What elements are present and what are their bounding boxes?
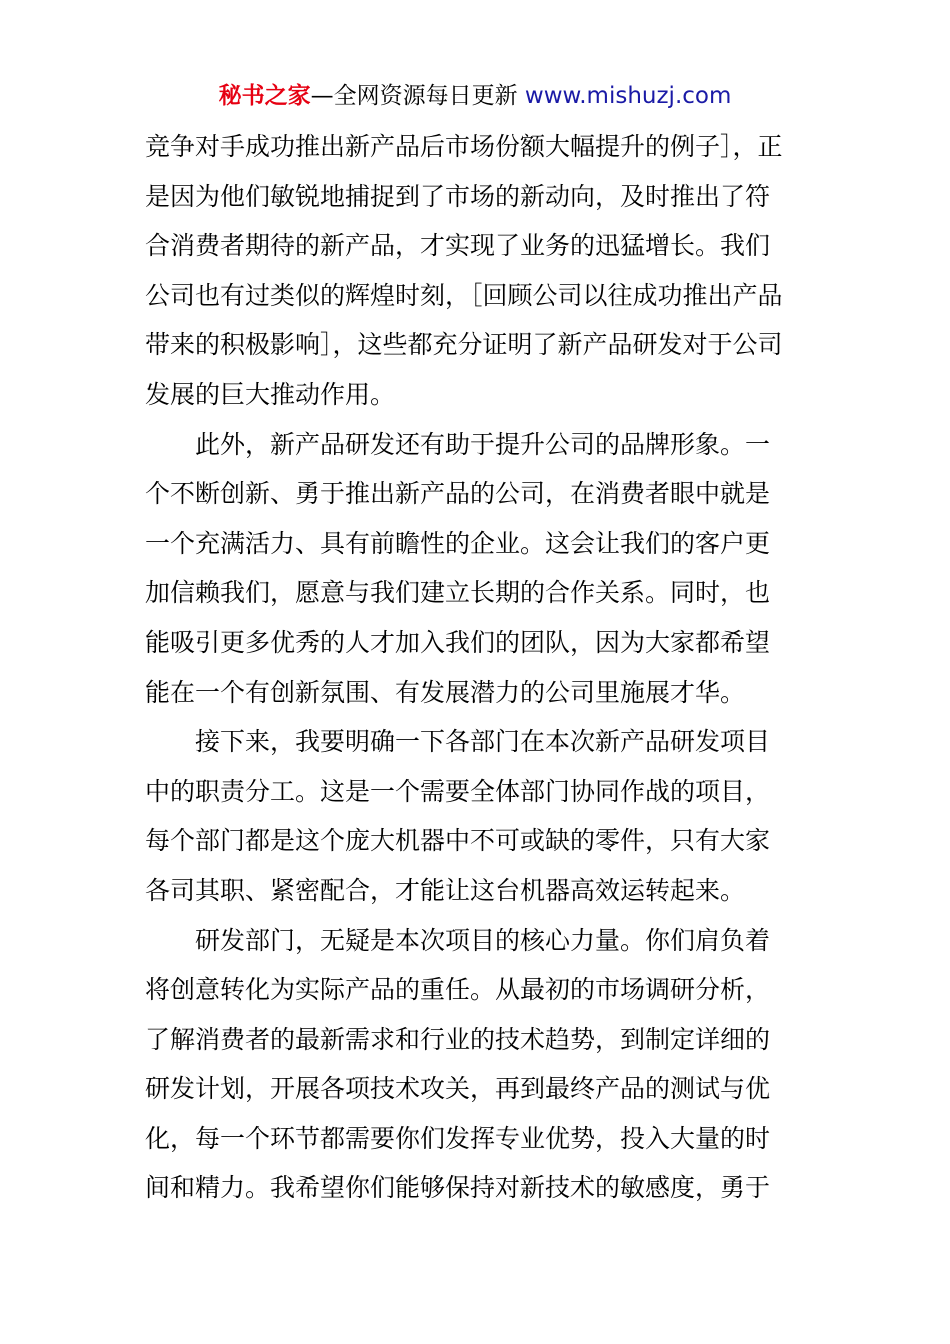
text-line: 能吸引更多优秀的人才加入我们的团队，因为大家都希望 bbox=[145, 627, 771, 657]
text-line: 公司也有过类似的辉煌时刻，［回顾公司以往成功推出产品 bbox=[145, 280, 783, 310]
text-line: 合消费者期待的新产品，才实现了业务的迅猛增长。我们 bbox=[145, 231, 771, 261]
text-line: 能在一个有创新氛围、有发展潜力的公司里施展才华。 bbox=[145, 677, 746, 707]
text-line: 个不断创新、勇于推出新产品的公司，在消费者眼中就是 bbox=[145, 479, 771, 509]
text-line: 化，每一个环节都需要你们发挥专业优势，投入大量的时 bbox=[145, 1123, 771, 1153]
text-line: 带来的积极影响］，这些都充分证明了新产品研发对于公司 bbox=[145, 330, 783, 360]
paragraph-first-line: 研发部门，无疑是本次项目的核心力量。你们肩负着 bbox=[195, 925, 771, 955]
text-line: 加信赖我们，愿意与我们建立长期的合作关系。同时，也 bbox=[145, 578, 771, 608]
text-line: 每个部门都是这个庞大机器中不可或缺的零件，只有大家 bbox=[145, 826, 771, 856]
site-url-link[interactable]: www.mishuzj.com bbox=[524, 83, 732, 109]
page-header bbox=[0, 80, 950, 112]
site-brand: 秘书之家 bbox=[218, 83, 311, 109]
paragraph-first-line: 接下来，我要明确一下各部门在本次新产品研发项目 bbox=[195, 727, 771, 757]
text-line: 发展的巨大推动作用。 bbox=[145, 379, 396, 409]
text-line: 了解消费者的最新需求和行业的技术趋势，到制定详细的 bbox=[145, 1024, 771, 1054]
text-line: 是因为他们敏锐地捕捉到了市场的新动向，及时推出了符 bbox=[145, 181, 771, 211]
text-line: 一个充满活力、具有前瞻性的企业。这会让我们的客户更 bbox=[145, 528, 771, 558]
text-line: 各司其职、紧密配合，才能让这台机器高效运转起来。 bbox=[145, 875, 746, 905]
text-line: 间和精力。我希望你们能够保持对新技术的敏感度，勇于 bbox=[145, 1173, 771, 1203]
site-tagline: —全网资源每日更新 bbox=[310, 83, 518, 109]
text-line: 将创意转化为实际产品的重任。从最初的市场调研分析， bbox=[145, 975, 771, 1005]
text-line: 研发计划，开展各项技术攻关，再到最终产品的测试与优 bbox=[145, 1074, 771, 1104]
paragraph-first-line: 此外，新产品研发还有助于提升公司的品牌形象。一 bbox=[195, 429, 771, 459]
text-line: 竞争对手成功推出新产品后市场份额大幅提升的例子］，正 bbox=[145, 132, 783, 161]
document-body bbox=[145, 122, 805, 1213]
text-line: 中的职责分工。这是一个需要全体部门协同作战的项目， bbox=[145, 776, 771, 806]
